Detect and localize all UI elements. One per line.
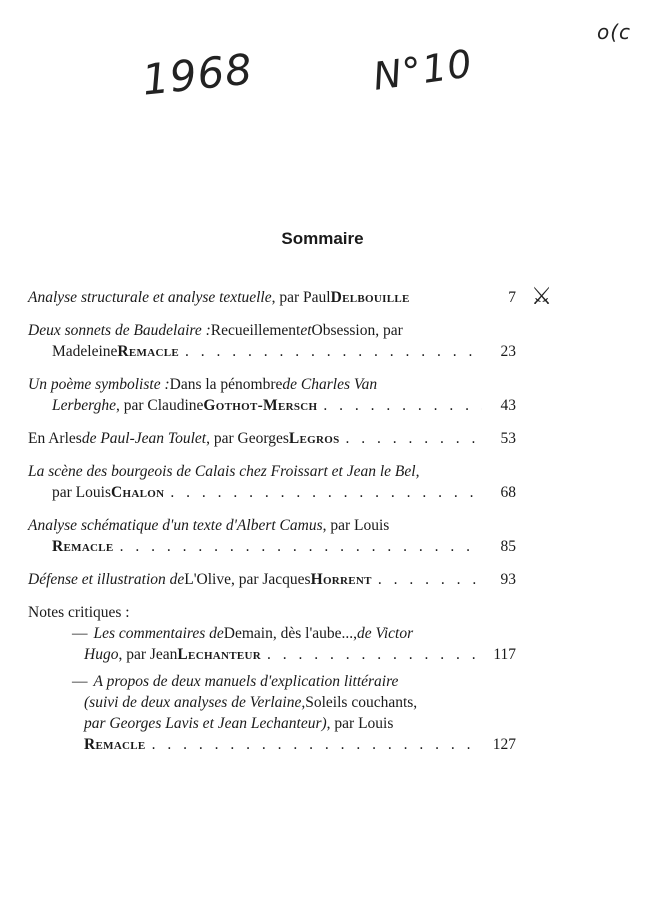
note-page: 117 bbox=[493, 646, 516, 663]
handwritten-year: 1968 bbox=[139, 44, 256, 105]
leader-dots bbox=[267, 644, 482, 665]
page-title: Sommaire bbox=[281, 229, 364, 248]
entry-text: par Louis bbox=[52, 484, 111, 501]
entry-title: Analyse schématique d'un texte d'Albert Camus bbox=[28, 517, 323, 534]
toc-entry bbox=[28, 287, 516, 308]
handwritten-margin-mark: ⚔ bbox=[533, 282, 552, 310]
entry-author: Legros bbox=[288, 430, 340, 447]
note-title: A propos de deux manuels d'explication littéraire bbox=[93, 673, 399, 690]
entry-title: Défense et illustration de bbox=[28, 571, 185, 588]
entry-text: de Charles Van bbox=[282, 376, 378, 393]
toc-entry bbox=[28, 320, 516, 362]
entry-text: , par Georges bbox=[206, 430, 289, 447]
entry-text: , par Paul bbox=[271, 289, 331, 306]
note-title: Les commentaires de bbox=[93, 625, 224, 642]
leader-dots bbox=[152, 734, 482, 755]
note-text: Demain, dès l'aube..., bbox=[223, 625, 358, 642]
note-page: 127 bbox=[492, 736, 516, 753]
entry-author: Delbouille bbox=[330, 289, 410, 306]
entry-page: 93 bbox=[500, 571, 516, 588]
entry-text: , par Louis bbox=[322, 517, 390, 534]
toc-entry bbox=[28, 374, 516, 416]
leader-dots bbox=[378, 569, 482, 590]
leader-dots bbox=[185, 341, 482, 362]
leader-dots bbox=[120, 536, 482, 557]
entry-page: 43 bbox=[500, 397, 516, 414]
note-item bbox=[28, 671, 516, 755]
entry-author: Chalon bbox=[110, 484, 165, 501]
entry-text: Obsession, par bbox=[311, 322, 403, 339]
leader-dots bbox=[170, 482, 482, 503]
toc-entry bbox=[28, 428, 516, 449]
entry-page: 23 bbox=[500, 343, 516, 360]
entry-text: , par Claudine bbox=[116, 397, 204, 414]
entry-text: En Arles bbox=[28, 430, 82, 447]
note-text: Hugo bbox=[84, 646, 119, 663]
note-text: , par Jean bbox=[118, 646, 178, 663]
table-of-contents bbox=[28, 287, 516, 767]
note-text: de Victor bbox=[357, 625, 414, 642]
entry-text: Madeleine bbox=[52, 343, 118, 360]
entry-text: L'Olive, par Jacques bbox=[184, 571, 311, 588]
handwritten-issue-number: N°10 bbox=[370, 41, 476, 99]
entry-page: 53 bbox=[500, 430, 516, 447]
leader-dots bbox=[323, 395, 482, 416]
entry-title: Un poème symboliste : bbox=[28, 376, 170, 393]
entry-text: Dans la pénombre bbox=[169, 376, 283, 393]
entry-author: Gothot-Mersch bbox=[203, 397, 318, 414]
note-item bbox=[28, 623, 516, 665]
entry-page: 68 bbox=[500, 484, 516, 501]
note-dash: — bbox=[72, 625, 88, 642]
entry-author: Horrent bbox=[310, 571, 372, 588]
entry-title: de Paul-Jean Toulet bbox=[81, 430, 207, 447]
entry-author: Remacle bbox=[52, 538, 114, 555]
notes-section bbox=[28, 602, 516, 755]
toc-entry bbox=[28, 569, 516, 590]
entry-title: Deux sonnets de Baudelaire : bbox=[28, 322, 211, 339]
entry-title: Analyse structurale et analyse textuelle bbox=[28, 289, 272, 306]
note-text: par Georges Lavis et Jean Lechanteur) bbox=[84, 715, 327, 732]
handwritten-corner-note: o(c bbox=[597, 20, 632, 44]
toc-entry bbox=[28, 515, 516, 557]
note-text: , par Louis bbox=[326, 715, 394, 732]
entry-text: Recueillement bbox=[210, 322, 301, 339]
toc-entry bbox=[28, 461, 516, 503]
note-author: Lechanteur bbox=[177, 646, 262, 663]
entry-text: Lerberghe bbox=[52, 397, 116, 414]
entry-author: Remacle bbox=[117, 343, 179, 360]
note-text: (suivi de deux analyses de Verlaine, bbox=[84, 694, 306, 711]
leader-dots bbox=[346, 428, 482, 449]
entry-title: La scène des bourgeois de Calais chez Froissart et Jean le Bel, bbox=[28, 463, 420, 480]
note-text: Soleils couchants, bbox=[305, 694, 418, 711]
notes-heading: Notes critiques : bbox=[28, 604, 130, 621]
note-dash: — bbox=[72, 673, 88, 690]
entry-page: 7 bbox=[508, 289, 516, 306]
entry-text: et bbox=[300, 322, 312, 339]
entry-page: 85 bbox=[500, 538, 516, 555]
note-author: Remacle bbox=[84, 736, 146, 753]
